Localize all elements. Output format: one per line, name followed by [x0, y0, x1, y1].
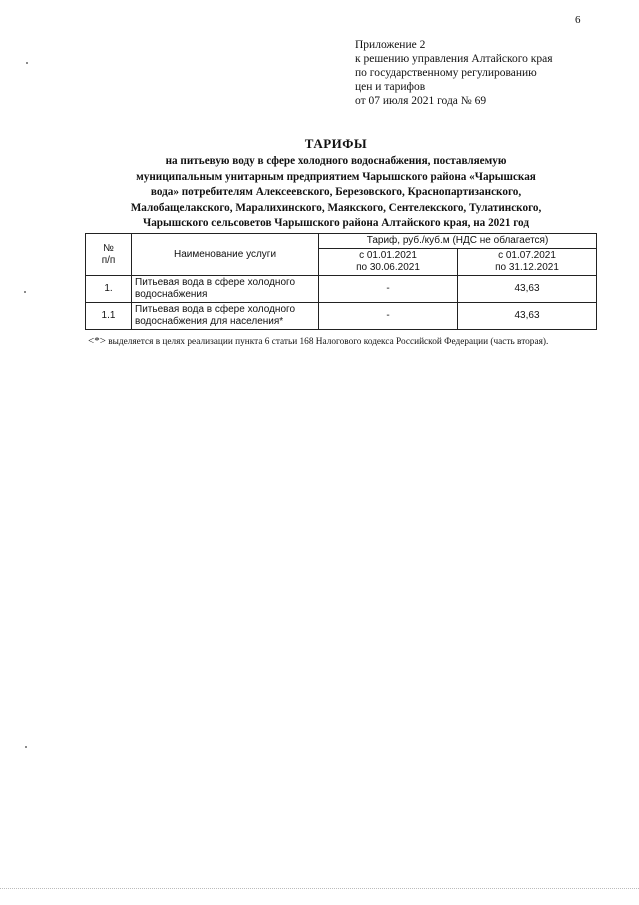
row-period-2-value: 43,63 — [458, 276, 597, 303]
footnote-text: выделяется в целях реализации пункта 6 статьи 168 Налогового кодекса Российской Федерации (часть вторая). — [108, 337, 549, 347]
header-num-line: № — [103, 242, 114, 254]
table-row — [86, 276, 597, 303]
table-row — [86, 303, 597, 330]
page-bottom-edge — [0, 888, 639, 889]
margin-dot — [24, 291, 26, 293]
table-header-row — [86, 234, 597, 249]
header-period-line: с 01.01.2021 — [359, 250, 417, 261]
appendix-line: цен и тарифов — [355, 81, 426, 93]
row-service-line: водоснабжения для населения* — [135, 316, 284, 327]
row-service — [132, 276, 319, 303]
title-line: на питьевую воду в сфере холодного водоснабжения, поставляемую — [165, 155, 507, 167]
row-service-line: Питьевая вода в сфере холодного — [135, 304, 296, 315]
title-main: ТАРИФЫ — [304, 136, 368, 151]
title-line: муниципальным унитарным предприятием Чарышского района «Чарышская — [136, 170, 536, 183]
margin-dot — [26, 62, 28, 64]
row-period-2-value: 43,63 — [458, 303, 597, 330]
appendix-line: по государственному регулированию — [355, 67, 537, 79]
header-period-line: с 01.07.2021 — [498, 250, 556, 261]
header-num-line: п/п — [101, 254, 116, 266]
row-period-1-value: - — [319, 276, 458, 303]
header-num — [86, 234, 132, 276]
title-line: Малобащелакского, Маралихинского, Маякского, Сентелекского, Тулатинского, — [130, 201, 542, 214]
title-line: Чарышского сельсоветов Чарышского района Алтайского края, на 2021 год — [143, 217, 529, 229]
row-service — [132, 303, 319, 330]
row-period-1-value: - — [319, 303, 458, 330]
page-number: 6 — [575, 14, 581, 26]
header-period-line: по 30.06.2021 — [356, 262, 420, 273]
appendix-line: Приложение 2 — [355, 39, 426, 51]
appendix-line: к решению управления Алтайского края — [355, 53, 553, 65]
margin-dot — [25, 746, 27, 748]
document-title — [80, 136, 592, 232]
header-period-1 — [319, 249, 458, 276]
title-subtitle — [80, 154, 592, 232]
row-service-line: Питьевая вода в сфере холодного — [135, 277, 296, 288]
row-num: 1. — [86, 276, 132, 303]
appendix-note — [355, 38, 553, 108]
footnote — [88, 335, 596, 349]
header-period-2 — [458, 249, 597, 276]
header-period-line: по 31.12.2021 — [495, 262, 559, 273]
tariff-table — [85, 233, 597, 330]
header-service: Наименование услуги — [132, 234, 319, 276]
title-line: вода» потребителям Алексеевского, Березовского, Краснопартизанского, — [150, 186, 522, 198]
footnote-mark: <*> — [88, 335, 106, 347]
row-service-line: водоснабжения — [135, 289, 208, 300]
header-tariff-group: Тариф, руб./куб.м (НДС не облагается) — [319, 234, 597, 249]
appendix-line: от 07 июля 2021 года № 69 — [355, 95, 487, 107]
row-num: 1.1 — [86, 303, 132, 330]
